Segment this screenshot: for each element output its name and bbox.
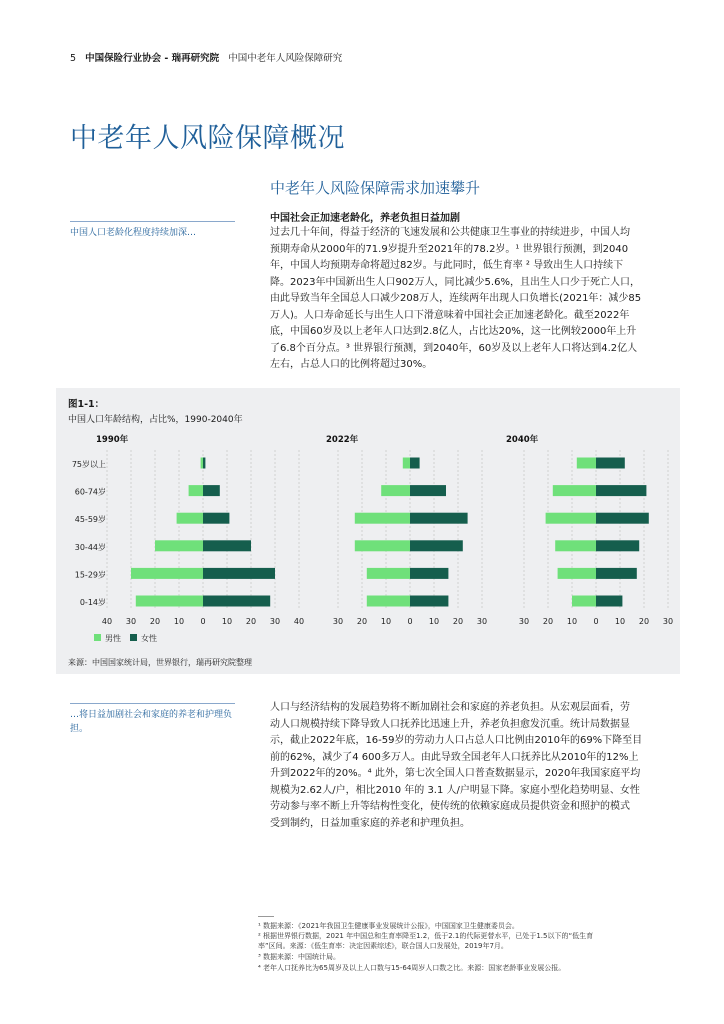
bar-male <box>558 568 596 579</box>
paragraph-line: 底，中国60岁及以上老年人口达到2.8亿人，占比达20%，这一比例较2000年上升 <box>270 326 637 337</box>
paragraph-line: 由此导致当年全国总人口减少208万人，连续两年出现人口负增长(2021年：减少85 <box>270 293 642 304</box>
paragraph-line: 规模为2.62人/户，相比2010 年的 3.1 人/户明显下降。家庭小型化趋势明显、女性 <box>270 784 640 796</box>
category-label: 0-14岁 <box>79 598 106 607</box>
tick-label: 10 <box>380 617 392 626</box>
bar-female <box>410 485 446 496</box>
bar-female <box>410 596 448 607</box>
tick-label: 10 <box>221 617 233 626</box>
figure-source: 来源：中国国家统计局，世界银行，瑞再研究院整理 <box>68 658 252 667</box>
legend-label-female: 女性 <box>141 634 157 643</box>
tick-label: 20 <box>149 617 161 626</box>
paragraph-aging <box>270 225 674 374</box>
bar-male <box>131 568 203 579</box>
bar-female <box>596 458 625 469</box>
tick-label: 0 <box>593 617 599 626</box>
bar-female <box>596 596 622 607</box>
tick-label: 20 <box>245 617 257 626</box>
figure-label: 图1-1： <box>68 399 105 410</box>
bar-female <box>410 513 468 524</box>
bar-female <box>203 540 251 551</box>
bar-female <box>596 568 637 579</box>
paragraph-line: 降。2023年中国新出生人口902万人，同比减少5.6%，且出生人口少于死亡人口， <box>270 276 640 288</box>
tick-label: 0 <box>407 617 413 626</box>
population-pyramid-chart <box>56 430 680 652</box>
paragraph-line: 示，截止2022年底，16-59岁的劳动力人口占总人口比例由2010年的69%下降至目 <box>270 735 643 746</box>
paragraph-line: 左右，占总人口的比例将超过30%。 <box>270 359 433 370</box>
category-label: 30-44岁 <box>74 542 106 552</box>
category-label: 15-29岁 <box>74 570 106 580</box>
bar-male <box>403 458 410 469</box>
header-org: 中国保险行业协会 - 瑞再研究院 <box>85 53 220 64</box>
bar-female <box>203 568 275 579</box>
paragraph-line: 动人口规模持续下降导致人口抚养比迅速上升，养老负担愈发沉重。统计局数据显 <box>270 718 630 730</box>
bar-male <box>555 540 596 551</box>
header-report: 中国中老年人风险保障研究 <box>228 53 343 64</box>
paragraph-line: 万人)。人口寿命延长与出生人口下滑意味着中国社会正加速老龄化。截至2022年 <box>270 309 630 321</box>
bar-female <box>596 513 649 524</box>
bar-female <box>203 458 205 469</box>
bar-male <box>177 513 203 524</box>
bar-male <box>155 540 203 551</box>
bar-male <box>189 485 203 496</box>
bar-male <box>572 596 596 607</box>
side-note-divider <box>70 221 235 222</box>
paragraph-burden <box>270 700 674 832</box>
tick-label: 30 <box>332 617 344 626</box>
legend-label-male: 男性 <box>105 634 121 643</box>
tick-label: 20 <box>638 617 650 626</box>
page-header <box>70 50 342 64</box>
bar-male <box>546 513 596 524</box>
paragraph-line: 了6.8个百分点。³ 世界银行预测，到2040年，60岁及以上老年人口将达到4.2亿人 <box>270 342 638 354</box>
page-number: 5 <box>70 53 77 64</box>
subsection-heading: 中国社会正加速老龄化，养老负担日益加剧 <box>270 213 460 224</box>
category-label: 60-74岁 <box>74 487 106 497</box>
section-title: 中老年人风险保障需求加速攀升 <box>270 179 481 197</box>
tick-label: 30 <box>476 617 488 626</box>
paragraph-line: 人口与经济结构的发展趋势将不断加剧社会和家庭的养老负担。从宏观层面看，劳 <box>270 702 630 713</box>
tick-label: 10 <box>614 617 626 626</box>
side-note-aging <box>70 226 240 240</box>
bar-male <box>355 540 410 551</box>
tick-label: 30 <box>518 617 530 626</box>
bar-female <box>596 485 646 496</box>
bar-male <box>381 485 410 496</box>
tick-label: 10 <box>566 617 578 626</box>
footnote: 率”区间。来源：《低生育率：决定因素综述》，联合国人口发展处，2019年7月。 <box>258 942 508 950</box>
legend-swatch-female <box>130 634 137 641</box>
side-note-divider <box>70 703 235 704</box>
bar-male <box>367 568 410 579</box>
paragraph-line: 前的62%，减少了4 600多万人。由此导致全国老年人口抚养比从2010年的12%上 <box>270 751 639 763</box>
category-label: 45-59岁 <box>74 515 106 525</box>
bar-female <box>203 485 220 496</box>
paragraph-line: 劳动参与率不断上升等结构性变化，使传统的依赖家庭成员提供资金和照护的模式 <box>270 801 630 812</box>
panel-title: 2040年 <box>506 435 539 445</box>
paragraph-line: 过去几十年间，得益于经济的飞速发展和公共健康卫生事业的持续进步，中国人均 <box>270 227 630 238</box>
bar-female <box>203 513 229 524</box>
footnote: ² 根据世界银行数据，2021 年中国总和生育率降至1.2，低于2.1的代际更替水平，已处于1.5以下的“低生育 <box>258 932 594 940</box>
tick-label: 30 <box>662 617 674 626</box>
panel-title: 1990年 <box>96 435 129 445</box>
bar-female <box>410 458 420 469</box>
bar-male <box>136 596 203 607</box>
tick-label: 20 <box>356 617 368 626</box>
figure-caption: 中国人口年龄结构，占比%，1990-2040年 <box>68 415 243 425</box>
page-title: 中老年人风险保障概况 <box>70 123 345 154</box>
footnote: ³ 数据来源：中国统计局。 <box>258 953 341 961</box>
bar-male <box>553 485 596 496</box>
side-note-burden <box>70 708 240 736</box>
bar-male <box>201 458 203 469</box>
tick-label: 40 <box>101 617 113 626</box>
category-label: 75岁以上 <box>71 460 106 469</box>
footnote: ⁴ 老年人口抚养比为65周岁及以上人口数与15-64周岁人口数之比。来源：国家老龄事业发展公报。 <box>258 964 566 972</box>
bar-female <box>410 540 463 551</box>
bar-female <box>596 540 639 551</box>
tick-label: 20 <box>542 617 554 626</box>
bar-female <box>410 568 448 579</box>
paragraph-line: 升到2022年的20%。⁴ 此外，第七次全国人口普查数据显示，2020年我国家庭平均 <box>270 768 641 779</box>
bar-male <box>367 596 410 607</box>
side-note-burden-text: …将日益加剧社会和家庭的养老和护理负担。 <box>70 710 233 734</box>
panel-title: 2022年 <box>326 435 359 445</box>
footnote: ¹ 数据来源：《2021年我国卫生健康事业发展统计公报》，中国国家卫生健康委员会。 <box>258 922 519 930</box>
footnote-divider <box>258 916 274 917</box>
side-note-aging-text: 中国人口老龄化程度持续加深… <box>70 228 197 238</box>
tick-label: 20 <box>452 617 464 626</box>
bar-female <box>203 596 270 607</box>
tick-label: 30 <box>269 617 281 626</box>
paragraph-line: 受到制约，日益加重家庭的养老和护理负担。 <box>270 817 470 829</box>
tick-label: 10 <box>428 617 440 626</box>
paragraph-line: 年，中国人均预期寿命将超过82岁。与此同时，低生育率 ² 导致出生人口持续下 <box>270 260 624 271</box>
bar-male <box>577 458 596 469</box>
bar-male <box>355 513 410 524</box>
tick-label: 0 <box>200 617 206 626</box>
tick-label: 30 <box>125 617 137 626</box>
tick-label: 10 <box>173 617 185 626</box>
legend-swatch-male <box>94 634 101 641</box>
paragraph-line: 预期寿命从2000年的71.9岁提升至2021年的78.2岁。¹ 世界银行预测，到2040 <box>270 243 629 255</box>
tick-label: 40 <box>293 617 305 626</box>
